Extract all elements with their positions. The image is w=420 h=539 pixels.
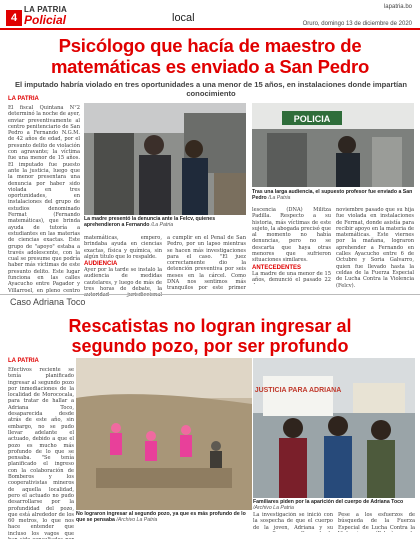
story1-col5-text: noviembre pasado que su hija fue violada en instalaciones de Fermat, donde asistía para recibir apoyo en la materia de matemáticas. Este viernes por la mañana, lograron aprehender a Fernando en calles Ayacucho entre 6 de Octubre y Soria Galvarro, quien fue llevado hasta la celdas de la Fuerza Especial de Lucha Contra la Violencia (Felcv). xyxy=(336,207,414,289)
story1-photo-2 xyxy=(252,103,414,187)
story2-col1-text: Efectivos reciente se tenía planificado ingresar al segundo pozo por inmediaciones de la localidad de Morococala, para tratar de hallar a Adriana Toco, desaparecida desde atrás de este año, sin embargo, no se pudo llevar adelante el actuado, debido a que el pozo es mucho más profundo de lo que se pensaba. "Se tenía planificado el ingreso con la colaboración de Bomberos y los cooperativistas mineros de aquella localidad, pero el actuado no pudo desarrollarse por la profundidad del pozo, que está alrededor de los 60 metros, lo que nos hace entender que incluso los vagos que xyxy=(8,367,74,537)
story1-col2-text: matemáticas, empero, brindaba ayuda en ciencias exactas, física y química, sin algún título que lo respalde. xyxy=(84,235,162,260)
story1-col4-subhead: ANTECEDENTES xyxy=(252,264,302,271)
story2-photo2-caption xyxy=(253,499,415,511)
newspaper-brand xyxy=(24,5,67,27)
story2-column-4 xyxy=(338,512,415,532)
story1-column-5 xyxy=(336,207,414,293)
story2-photo1-credit: /Archivo La Patria xyxy=(116,517,158,523)
story2-photo2-credit: /Archivo La Patria xyxy=(253,505,294,511)
section-label: local xyxy=(172,12,195,24)
story2-photo1-caption-text: No lograron ingresar al segundo pozo, ya que es más profundo de lo que se pensaba xyxy=(76,511,246,523)
site-url: lapatria.bo xyxy=(383,4,412,10)
header-rule xyxy=(0,28,420,30)
story1-column-3 xyxy=(167,235,246,292)
story1-column-4 xyxy=(252,207,331,284)
story1-col2-subhead: AUDIENCIA xyxy=(84,261,118,268)
story1-photo2-caption-text: Tras una larga audiencia, el supuesto profesor fue enviado a San Pedro xyxy=(252,189,413,201)
story-divider xyxy=(0,294,420,295)
story1-col3-text: a cumplir en el Penal de San Pedro, por un lapso mientras se hacen más investigaciones para el caso. "El juez correctamente dio la detención preventiva por seis meses en la cárcel. Como DNA nos sentimos más tranquilos por este primer xyxy=(167,235,246,292)
story1-photo1-caption-text: La madre presentó la denuncia ante la Felcv, quienes aprehendieron a Fernando xyxy=(84,216,216,228)
story1-kicker: LA PATRIA xyxy=(8,96,39,102)
protest-sign-text: JUSTICIA PARA ADRIANA xyxy=(254,387,342,394)
story1-column-2 xyxy=(84,235,162,297)
story1-photo2-caption xyxy=(252,189,414,201)
story2-headline: Rescatistas no logran ingresar al segundo pozo, por ser profundo xyxy=(68,316,352,356)
story1-col2-rest: Ayer por la tarde se instaló la audiencia de medidas cautelares, y luego de más de tres horas de debate, la xyxy=(84,267,162,293)
dateline: Oruro, domingo 13 de diciembre de 2020 xyxy=(302,21,412,27)
story2-col4-text: Pese a los esfuerzos de búsqueda de la Fuerza Especial de Lucha Contra la xyxy=(338,512,415,531)
story2-column-3 xyxy=(253,512,333,532)
story1-col4-text: lescencia (DNA) Militza Padilla. Respecto a su historia, más víctimas de este sujeto, la abogada precisó que al momento no había denuncias, pero no se descarta que haya otras menores que sufrieron situaciones similares. xyxy=(252,207,331,264)
story2-photo2-caption-text: Familiares piden por la aparición del cuerpo de Adriana Toco xyxy=(253,499,404,505)
story2-col3-text: La investigación se inició con la sospecha de que el cuerpo de la joven, Adriana y su xyxy=(253,512,333,531)
story2-photo-2 xyxy=(253,358,415,498)
story1-col1-text: El fiscal Quintana N°2 determinó la noche de ayer, enviar preventivamente al centro penitenciario de San Pedro a Fernando N.G.M. de 42 años de edad, por el presunto delito de violación con agravante; la víctima fue una menor de 15 años. El imputado fue puesto ante la justicia, luego que la menor presentara una denuncia por haber sido violada en tres oportunidades, en instalaciones del grupo de estudios denominado Fermat (Fernando matemáticas), que brinda ayuda de tutoría a estudiantes en las materias de ciencias exactas. Este grupo de "apoyo" estaba a través adolescente, con la cual se presume que podría haber más víctimas de este presunto delito. Este lugar funciona en las calles Ayacucho entre Pagador y Villarroel, en pleno centro xyxy=(8,105,80,294)
story2-photo-1 xyxy=(76,358,252,510)
story1-col4-rest: La madre de una menor de 15 años, denunció el pasado 22 xyxy=(252,270,331,283)
story2-kicker: LA PATRIA xyxy=(8,358,39,364)
story2-column-1 xyxy=(8,358,74,539)
story1-photo1-credit: /La Patria xyxy=(150,222,174,228)
police-sign-text: POLICIA xyxy=(293,114,331,124)
story1-column-1 xyxy=(8,96,80,295)
story1-headline: Psicólogo que hacía de maestro de matemáticas es enviado a San Pedro xyxy=(50,35,370,77)
page-number: 4 xyxy=(6,10,22,26)
case-label: Caso Adriana Toco xyxy=(10,297,86,307)
brand-top: LA PATRIA xyxy=(24,5,67,14)
story2-photo1-caption xyxy=(76,511,252,523)
brand-section: Policial xyxy=(24,13,67,27)
story1-subtitle: El imputado habría violado en tres oportunidades a una menor de 15 años, en instalaciones donde impartían conocimiento xyxy=(14,80,407,98)
story1-photo2-credit: /La Patria xyxy=(268,195,291,201)
story1-photo1-caption xyxy=(84,216,246,228)
story1-photo-1 xyxy=(84,103,246,215)
